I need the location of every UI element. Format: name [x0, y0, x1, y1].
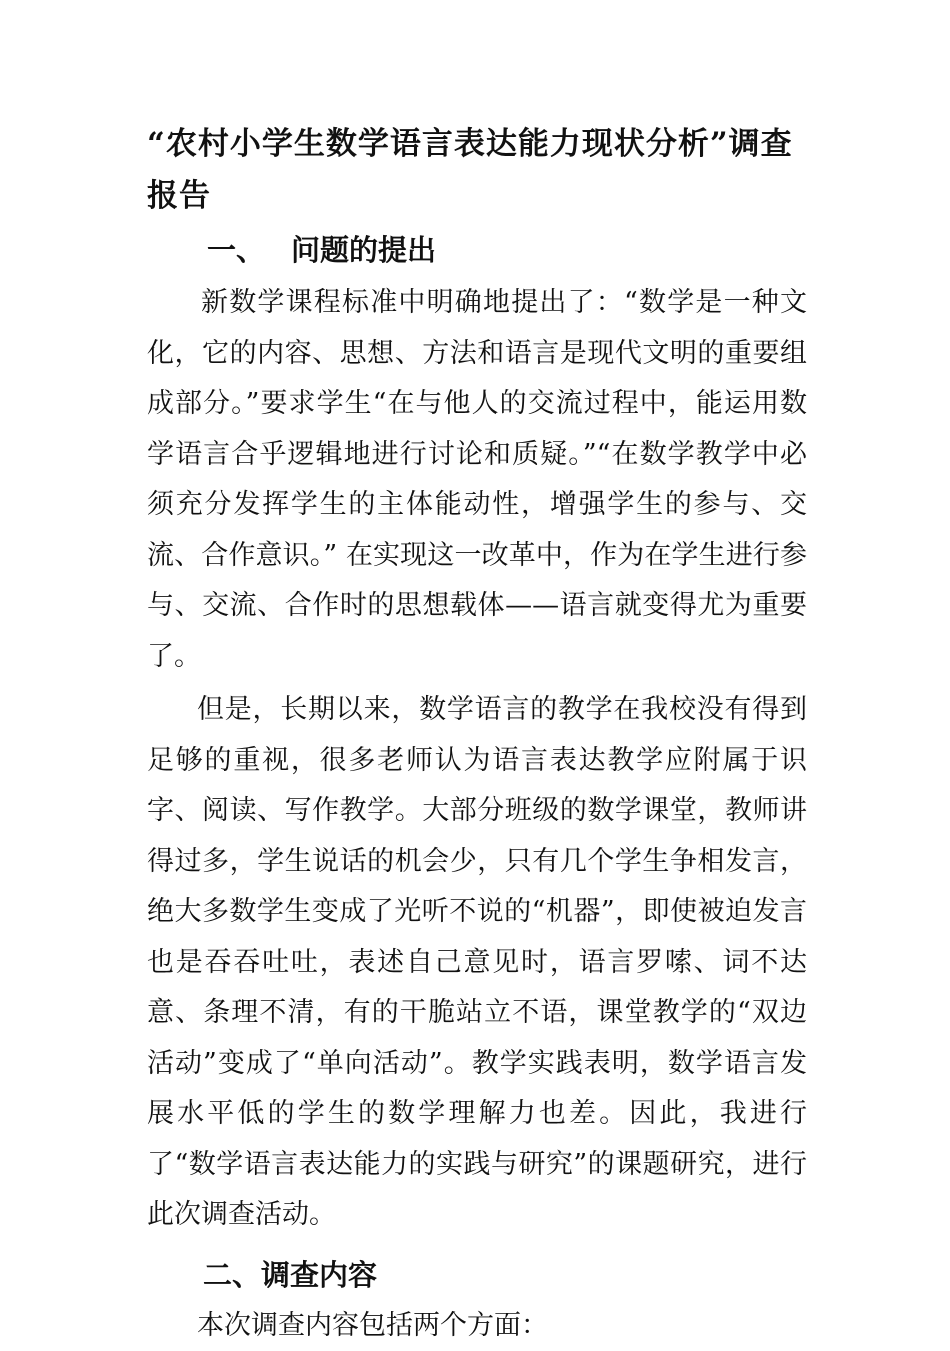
document-title: “农村小学生数学语言表达能力现状分析”调查报告 [147, 126, 793, 214]
section-2-heading: 二、调查内容 [203, 1257, 378, 1292]
section-1-title: 问题的提出 [291, 233, 437, 267]
section-2-intro: 本次调查内容包括两个方面： [197, 1309, 548, 1341]
section-1-heading [207, 230, 807, 270]
section-1-paragraph-1: 新数学课程标准中明确地提出了：“数学是一种文化，它的内容、思想、方法和语言是现代文明的重要组成部分。”要求学生“在与他人的交流过程中，能运用数学语言合乎逻辑地进行讨论和质疑。”“在数学教学中必须充分发挥学生的主体能动性，增强学生的参与、交流、合作意识。” 在实现这一改革中，作为在学生进行参与、交流、合作时的思想载体——语言就变得尤为重要了。 [147, 287, 807, 672]
section-1-paragraph-2: 但是，长期以来，数学语言的教学在我校没有得到足够的重视，很多老师认为语言表达教学应附属于识字、阅读、写作教学。大部分班级的数学课堂，教师讲得过多，学生说话的机会少，只有几个学生争相发言，绝大多数学生变成了光听不说的“机器”，即使被迫发言也是吞吞吐吐，表述自己意见时，语言罗嗦、词不达意、条理不清，有的干脆站立不语，课堂教学的“双边活动”变成了“单向活动”。教学实践表明，数学语言发展水平低的学生的数学理解力也差。因此，我进行了“数学语言表达能力的实践与研究”的课题研究，进行此次调查活动。 [147, 694, 807, 1230]
section-1-number: 一、 [207, 233, 266, 267]
document-page [147, 118, 807, 1351]
